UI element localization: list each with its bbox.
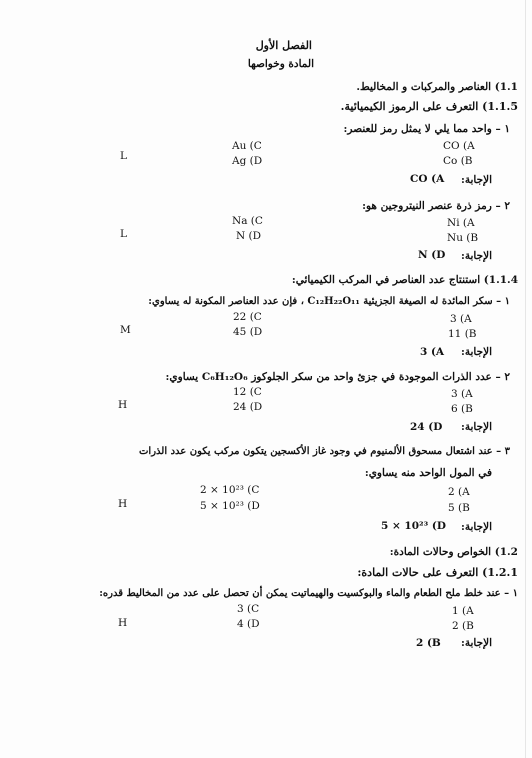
question-stem: ١ – واحد مما يلي لا يمثل رمز للعنصر:	[343, 123, 510, 135]
answer-value: N (D	[418, 249, 446, 261]
section-heading: 1.2) الخواص وحالات المادة:	[389, 546, 518, 558]
option-c: Au (C	[232, 140, 262, 152]
answer-label: الإجابة:	[460, 637, 492, 649]
answer-value: 2 (B	[416, 637, 441, 649]
option-c: 22 (C	[233, 311, 262, 323]
option-a: CO (A	[443, 140, 475, 152]
difficulty-level: L	[120, 228, 127, 240]
answer-value: 24 (D	[410, 421, 443, 433]
difficulty-level: H	[118, 498, 128, 510]
question-stem: ٢ – عدد الذرات الموجودة في جزئ واحد من سكر الجلوكوز C₆H₁₂O₆ يساوي:	[165, 371, 510, 383]
answer-value: 3 (A	[420, 346, 445, 358]
difficulty-level: H	[118, 399, 128, 411]
answer-value: CO (A	[410, 173, 445, 185]
option-a: 3 (A	[450, 313, 472, 325]
chapter-title: الفصل الأول	[255, 39, 312, 52]
section-heading: 1.1) العناصر والمركبات و المخاليط.	[356, 81, 518, 93]
option-d: Ag (D	[232, 155, 263, 167]
option-d: 45 (D	[233, 326, 263, 338]
option-b: 11 (B	[448, 328, 477, 340]
answer-label: الإجابة:	[460, 174, 492, 186]
option-b: 5 (B	[448, 502, 470, 514]
difficulty-level: L	[120, 150, 127, 162]
option-b: 6 (B	[451, 403, 473, 415]
answer-label: الإجابة:	[460, 250, 492, 262]
section-heading: 1.1.5) التعرف على الرموز الكيميائية.	[340, 100, 518, 113]
option-a: 1 (A	[452, 605, 474, 617]
option-c: 12 (C	[233, 386, 262, 398]
question-stem: ٣ – عند اشتعال مسحوق الألمنيوم في وجود غاز الأكسجين يتكون مركب يكون عدد الذرات	[139, 446, 510, 457]
answer-label: الإجابة:	[460, 421, 492, 433]
option-b: 2 (B	[452, 620, 474, 632]
option-c: 2 × 10²³ (C	[200, 484, 260, 496]
option-a: Ni (A	[447, 217, 475, 229]
option-c: Na (C	[232, 215, 263, 227]
option-a: 3 (A	[451, 388, 473, 400]
option-b: Nu (B	[447, 232, 479, 244]
difficulty-level: M	[120, 324, 131, 336]
difficulty-level: H	[118, 617, 128, 629]
question-stem: ١ – سكر المائدة له الصيغة الجزيئية C₁₂H₂₂O₁₁ ، فإن عدد العناصر المكونة له يساوي:	[148, 296, 510, 307]
answer-label: الإجابة:	[460, 346, 492, 358]
section-heading: 1.1.4) استنتاج عدد العناصر في المركب الكيميائي:	[291, 274, 518, 286]
answer-label: الإجابة:	[460, 521, 492, 533]
option-b: Co (B	[443, 155, 473, 167]
option-d: 24 (D	[233, 401, 263, 413]
question-stem: ٢ – رمز ذرة عنصر النيتروجين هو:	[362, 200, 510, 212]
option-d: 5 × 10²³ (D	[200, 500, 260, 512]
option-d: N (D	[236, 230, 262, 242]
option-c: 3 (C	[237, 603, 260, 615]
answer-value: 5 × 10²³ (D	[381, 520, 446, 532]
question-stem: ١ – عند خلط ملح الطعام والماء والبوكسيت والهيماتيت يمكن أن تحصل على عدد من المخاليط قدره:	[99, 588, 518, 599]
option-a: 2 (A	[448, 486, 470, 498]
chapter-subtitle: المادة وخواصها	[247, 58, 314, 70]
page-edge-shadow	[525, 0, 526, 758]
question-stem-continued: في المول الواحد منه يساوي:	[364, 467, 492, 479]
option-d: 4 (D	[237, 618, 260, 630]
section-heading: 1.2.1) التعرف على حالات المادة:	[357, 566, 518, 579]
